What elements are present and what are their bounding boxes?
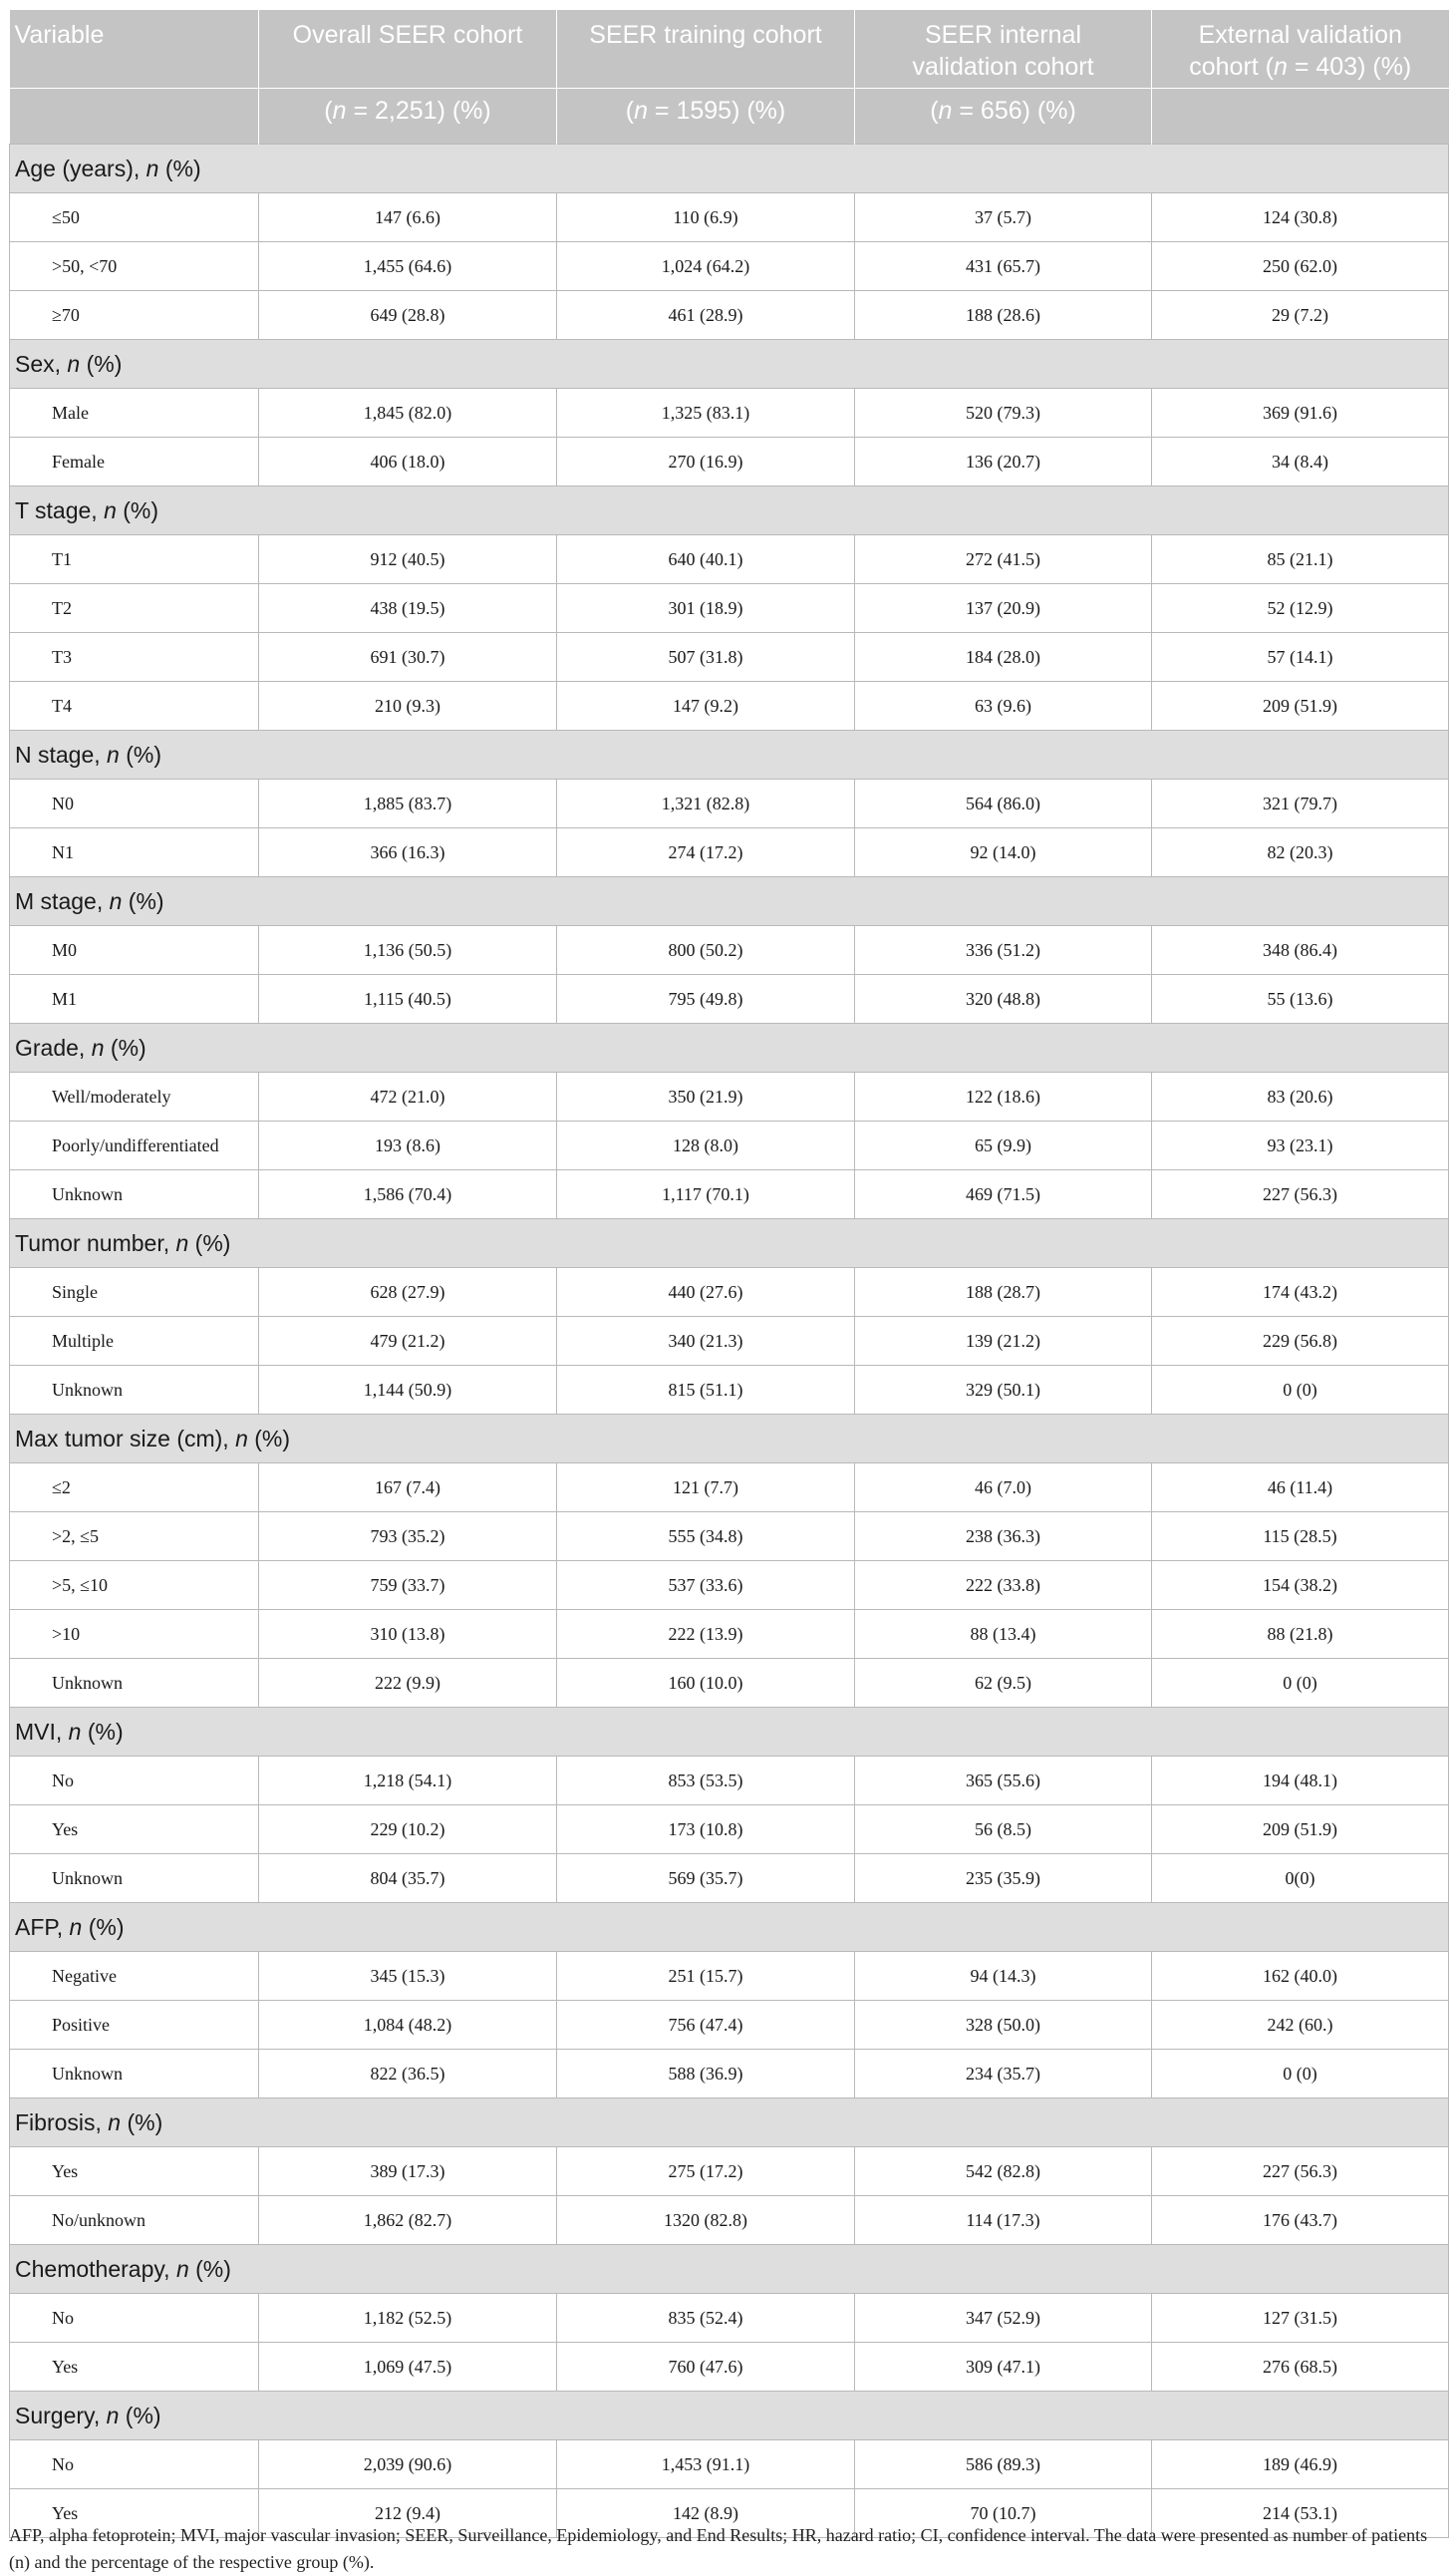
table-cell: 173 (10.8) [557, 1805, 855, 1854]
section-title: AFP, n (%) [10, 1903, 1449, 1952]
table-cell: 366 (16.3) [259, 828, 557, 877]
header-sub-internal-n: (n = 656) (%) [855, 89, 1152, 145]
table-cell: 229 (10.2) [259, 1805, 557, 1854]
table-row [10, 1512, 1449, 1561]
table-cell: 588 (36.9) [557, 2050, 855, 2098]
table-cell: 270 (16.9) [557, 438, 855, 486]
table-cell: 1,586 (70.4) [259, 1170, 557, 1219]
table-cell: 555 (34.8) [557, 1512, 855, 1561]
row-label: No/unknown [10, 2196, 259, 2245]
row-label: N0 [10, 780, 259, 828]
header-overall-seer: Overall SEER cohort [259, 10, 557, 89]
row-label: >50, <70 [10, 242, 259, 291]
table-cell: 1,144 (50.9) [259, 1366, 557, 1415]
table-cell: 369 (91.6) [1152, 389, 1449, 438]
table-cell: 389 (17.3) [259, 2147, 557, 2196]
table-row [10, 584, 1449, 633]
row-label: M0 [10, 926, 259, 975]
table-cell: 82 (20.3) [1152, 828, 1449, 877]
header-sub-training-n: (n = 1595) (%) [557, 89, 855, 145]
table-cell: 136 (20.7) [855, 438, 1152, 486]
table-cell: 1,024 (64.2) [557, 242, 855, 291]
table-body [10, 145, 1449, 2538]
row-label: Unknown [10, 1170, 259, 1219]
row-label: Unknown [10, 1854, 259, 1903]
table-cell: 320 (48.8) [855, 975, 1152, 1024]
table-cell: 184 (28.0) [855, 633, 1152, 682]
section-row [10, 1903, 1449, 1952]
section-row [10, 1415, 1449, 1463]
row-label: Poorly/undifferentiated [10, 1122, 259, 1170]
table-cell: 114 (17.3) [855, 2196, 1152, 2245]
section-row [10, 340, 1449, 389]
table-cell: 212 (9.4) [259, 2489, 557, 2538]
table-cell: 1,182 (52.5) [259, 2294, 557, 2343]
table-row [10, 1170, 1449, 1219]
section-row [10, 877, 1449, 926]
section-title: Age (years), n (%) [10, 145, 1449, 193]
table-row [10, 2343, 1449, 2392]
table-cell: 793 (35.2) [259, 1512, 557, 1561]
table-cell: 142 (8.9) [557, 2489, 855, 2538]
table-cell: 1,455 (64.6) [259, 242, 557, 291]
table-cell: 479 (21.2) [259, 1317, 557, 1366]
table-cell: 121 (7.7) [557, 1463, 855, 1512]
table-row [10, 2050, 1449, 2098]
table-cell: 0 (0) [1152, 1366, 1449, 1415]
header-sub-variable [10, 89, 259, 145]
table-row [10, 1366, 1449, 1415]
table-cell: 1,069 (47.5) [259, 2343, 557, 2392]
row-label: M1 [10, 975, 259, 1024]
row-label: T2 [10, 584, 259, 633]
table-cell: 310 (13.8) [259, 1610, 557, 1659]
row-label: Single [10, 1268, 259, 1317]
table-cell: 34 (8.4) [1152, 438, 1449, 486]
table-cell: 275 (17.2) [557, 2147, 855, 2196]
table-row [10, 2001, 1449, 2050]
table-row [10, 926, 1449, 975]
table-cell: 649 (28.8) [259, 291, 557, 340]
section-row [10, 1024, 1449, 1073]
table-cell: 469 (71.5) [855, 1170, 1152, 1219]
row-label: N1 [10, 828, 259, 877]
table-cell: 348 (86.4) [1152, 926, 1449, 975]
table-row [10, 1317, 1449, 1366]
table-cell: 800 (50.2) [557, 926, 855, 975]
table-row [10, 1561, 1449, 1610]
table-row [10, 975, 1449, 1024]
cohort-characteristics-table [9, 10, 1449, 2538]
table-cell: 229 (56.8) [1152, 1317, 1449, 1366]
table-cell: 1,136 (50.5) [259, 926, 557, 975]
table-cell: 853 (53.5) [557, 1757, 855, 1805]
table-row [10, 2440, 1449, 2489]
table-cell: 347 (52.9) [855, 2294, 1152, 2343]
table-cell: 586 (89.3) [855, 2440, 1152, 2489]
table-row [10, 535, 1449, 584]
table-cell: 815 (51.1) [557, 1366, 855, 1415]
table-cell: 2,039 (90.6) [259, 2440, 557, 2489]
table-cell: 160 (10.0) [557, 1659, 855, 1708]
table-cell: 301 (18.9) [557, 584, 855, 633]
table-cell: 65 (9.9) [855, 1122, 1152, 1170]
table-cell: 167 (7.4) [259, 1463, 557, 1512]
table-cell: 345 (15.3) [259, 1952, 557, 2001]
table-cell: 139 (21.2) [855, 1317, 1152, 1366]
table-cell: 564 (86.0) [855, 780, 1152, 828]
table-cell: 822 (36.5) [259, 2050, 557, 2098]
table-row [10, 780, 1449, 828]
table-row [10, 242, 1449, 291]
table-cell: 431 (65.7) [855, 242, 1152, 291]
header-row-1 [10, 10, 1449, 89]
table-row [10, 2196, 1449, 2245]
table-cell: 55 (13.6) [1152, 975, 1449, 1024]
table-cell: 128 (8.0) [557, 1122, 855, 1170]
table-cell: 147 (6.6) [259, 193, 557, 242]
table-cell: 214 (53.1) [1152, 2489, 1449, 2538]
row-label: Well/moderately [10, 1073, 259, 1122]
table-cell: 365 (55.6) [855, 1757, 1152, 1805]
section-title: Grade, n (%) [10, 1024, 1449, 1073]
table-cell: 189 (46.9) [1152, 2440, 1449, 2489]
header-sub-overall-n: (n = 2,251) (%) [259, 89, 557, 145]
table-cell: 110 (6.9) [557, 193, 855, 242]
row-label: Female [10, 438, 259, 486]
table-cell: 640 (40.1) [557, 535, 855, 584]
table-cell: 85 (21.1) [1152, 535, 1449, 584]
table-cell: 154 (38.2) [1152, 1561, 1449, 1610]
table-cell: 127 (31.5) [1152, 2294, 1449, 2343]
section-row [10, 2245, 1449, 2294]
table-cell: 537 (33.6) [557, 1561, 855, 1610]
row-label: T1 [10, 535, 259, 584]
table-cell: 210 (9.3) [259, 682, 557, 731]
table-cell: 176 (43.7) [1152, 2196, 1449, 2245]
table-cell: 1,115 (40.5) [259, 975, 557, 1024]
table-cell: 272 (41.5) [855, 535, 1152, 584]
header-seer-internal-validation: SEER internal validation cohort [855, 10, 1152, 89]
section-row [10, 731, 1449, 780]
section-title: N stage, n (%) [10, 731, 1449, 780]
table-cell: 1,218 (54.1) [259, 1757, 557, 1805]
section-row [10, 1219, 1449, 1268]
table-cell: 542 (82.8) [855, 2147, 1152, 2196]
table-container [9, 10, 1448, 2538]
table-cell: 835 (52.4) [557, 2294, 855, 2343]
table-cell: 88 (13.4) [855, 1610, 1152, 1659]
section-title: Max tumor size (cm), n (%) [10, 1415, 1449, 1463]
header-row-2 [10, 89, 1449, 145]
table-cell: 174 (43.2) [1152, 1268, 1449, 1317]
table-cell: 1,845 (82.0) [259, 389, 557, 438]
table-cell: 795 (49.8) [557, 975, 855, 1024]
table-cell: 329 (50.1) [855, 1366, 1152, 1415]
table-cell: 1,321 (82.8) [557, 780, 855, 828]
row-label: No [10, 2294, 259, 2343]
table-cell: 321 (79.7) [1152, 780, 1449, 828]
header-seer-training: SEER training cohort [557, 10, 855, 89]
table-cell: 760 (47.6) [557, 2343, 855, 2392]
table-cell: 29 (7.2) [1152, 291, 1449, 340]
table-cell: 440 (27.6) [557, 1268, 855, 1317]
table-cell: 222 (33.8) [855, 1561, 1152, 1610]
section-title: MVI, n (%) [10, 1708, 1449, 1757]
table-row [10, 1757, 1449, 1805]
row-label: Unknown [10, 2050, 259, 2098]
row-label: >2, ≤5 [10, 1512, 259, 1561]
table-row [10, 828, 1449, 877]
table-cell: 147 (9.2) [557, 682, 855, 731]
table-row [10, 1952, 1449, 2001]
table-cell: 461 (28.9) [557, 291, 855, 340]
section-title: Chemotherapy, n (%) [10, 2245, 1449, 2294]
table-cell: 46 (11.4) [1152, 1463, 1449, 1512]
table-cell: 209 (51.9) [1152, 682, 1449, 731]
row-label: >10 [10, 1610, 259, 1659]
table-cell: 70 (10.7) [855, 2489, 1152, 2538]
table-cell: 276 (68.5) [1152, 2343, 1449, 2392]
row-label: ≤2 [10, 1463, 259, 1512]
table-cell: 250 (62.0) [1152, 242, 1449, 291]
table-cell: 227 (56.3) [1152, 1170, 1449, 1219]
table-cell: 569 (35.7) [557, 1854, 855, 1903]
table-cell: 309 (47.1) [855, 2343, 1152, 2392]
table-cell: 57 (14.1) [1152, 633, 1449, 682]
row-label: T3 [10, 633, 259, 682]
section-title: Tumor number, n (%) [10, 1219, 1449, 1268]
section-row [10, 2392, 1449, 2440]
table-cell: 92 (14.0) [855, 828, 1152, 877]
table-cell: 238 (36.3) [855, 1512, 1152, 1561]
section-title: Sex, n (%) [10, 340, 1449, 389]
table-row [10, 389, 1449, 438]
table-header [10, 10, 1449, 145]
table-cell: 234 (35.7) [855, 2050, 1152, 2098]
table-cell: 63 (9.6) [855, 682, 1152, 731]
table-row [10, 1122, 1449, 1170]
table-cell: 46 (7.0) [855, 1463, 1152, 1512]
table-cell: 193 (8.6) [259, 1122, 557, 1170]
header-sub-external [1152, 89, 1449, 145]
table-cell: 406 (18.0) [259, 438, 557, 486]
row-label: ≤50 [10, 193, 259, 242]
section-row [10, 486, 1449, 535]
row-label: No [10, 2440, 259, 2489]
table-row [10, 1463, 1449, 1512]
row-label: Yes [10, 2343, 259, 2392]
table-cell: 162 (40.0) [1152, 1952, 1449, 2001]
row-label: Multiple [10, 1317, 259, 1366]
table-row [10, 2147, 1449, 2196]
table-cell: 209 (51.9) [1152, 1805, 1449, 1854]
table-cell: 1,084 (48.2) [259, 2001, 557, 2050]
table-cell: 507 (31.8) [557, 633, 855, 682]
table-cell: 93 (23.1) [1152, 1122, 1449, 1170]
table-cell: 0 (0) [1152, 1659, 1449, 1708]
table-row [10, 193, 1449, 242]
row-label: Positive [10, 2001, 259, 2050]
table-cell: 0 (0) [1152, 2050, 1449, 2098]
table-cell: 520 (79.3) [855, 389, 1152, 438]
table-row [10, 682, 1449, 731]
table-cell: 691 (30.7) [259, 633, 557, 682]
table-cell: 124 (30.8) [1152, 193, 1449, 242]
row-label: T4 [10, 682, 259, 731]
row-label: No [10, 1757, 259, 1805]
table-cell: 222 (13.9) [557, 1610, 855, 1659]
table-cell: 56 (8.5) [855, 1805, 1152, 1854]
table-cell: 37 (5.7) [855, 193, 1152, 242]
table-cell: 1,325 (83.1) [557, 389, 855, 438]
table-cell: 188 (28.7) [855, 1268, 1152, 1317]
table-footnote: AFP, alpha fetoprotein; MVI, major vascular invasion; SEER, Surveillance, Epidemiology, and End Results; HR, hazard ratio; CI, confidence interval. The data were presented as number of patients (n) and the percentage of the respective group (%). [9, 2525, 1428, 2572]
table-cell: 242 (60.) [1152, 2001, 1449, 2050]
section-title: Fibrosis, n (%) [10, 2098, 1449, 2147]
table-cell: 1320 (82.8) [557, 2196, 855, 2245]
table-row [10, 2294, 1449, 2343]
table-cell: 194 (48.1) [1152, 1757, 1449, 1805]
table-row [10, 1805, 1449, 1854]
table-cell: 222 (9.9) [259, 1659, 557, 1708]
table-row [10, 1659, 1449, 1708]
table-cell: 472 (21.0) [259, 1073, 557, 1122]
section-title: M stage, n (%) [10, 877, 1449, 926]
table-cell: 235 (35.9) [855, 1854, 1152, 1903]
table-row [10, 1268, 1449, 1317]
table-cell: 274 (17.2) [557, 828, 855, 877]
row-label: Male [10, 389, 259, 438]
row-label: Unknown [10, 1659, 259, 1708]
row-label: >5, ≤10 [10, 1561, 259, 1610]
table-cell: 83 (20.6) [1152, 1073, 1449, 1122]
row-label: Yes [10, 1805, 259, 1854]
table-row [10, 1610, 1449, 1659]
table-cell: 912 (40.5) [259, 535, 557, 584]
section-row [10, 2098, 1449, 2147]
table-cell: 759 (33.7) [259, 1561, 557, 1610]
header-variable: Variable [10, 10, 259, 89]
table-cell: 438 (19.5) [259, 584, 557, 633]
table-cell: 1,453 (91.1) [557, 2440, 855, 2489]
table-row [10, 438, 1449, 486]
section-title: T stage, n (%) [10, 486, 1449, 535]
table-cell: 328 (50.0) [855, 2001, 1152, 2050]
table-cell: 628 (27.9) [259, 1268, 557, 1317]
table-cell: 350 (21.9) [557, 1073, 855, 1122]
table-cell: 122 (18.6) [855, 1073, 1152, 1122]
table-cell: 1,117 (70.1) [557, 1170, 855, 1219]
row-label: Yes [10, 2489, 259, 2538]
table-row [10, 1073, 1449, 1122]
row-label: ≥70 [10, 291, 259, 340]
section-row [10, 145, 1449, 193]
table-cell: 227 (56.3) [1152, 2147, 1449, 2196]
table-cell: 94 (14.3) [855, 1952, 1152, 2001]
row-label: Yes [10, 2147, 259, 2196]
row-label: Negative [10, 1952, 259, 2001]
table-cell: 340 (21.3) [557, 1317, 855, 1366]
table-cell: 62 (9.5) [855, 1659, 1152, 1708]
table-cell: 1,862 (82.7) [259, 2196, 557, 2245]
section-row [10, 1708, 1449, 1757]
table-row [10, 633, 1449, 682]
table-row [10, 291, 1449, 340]
section-title: Surgery, n (%) [10, 2392, 1449, 2440]
table-cell: 251 (15.7) [557, 1952, 855, 2001]
table-cell: 1,885 (83.7) [259, 780, 557, 828]
table-cell: 0(0) [1152, 1854, 1449, 1903]
table-cell: 88 (21.8) [1152, 1610, 1449, 1659]
table-row [10, 1854, 1449, 1903]
table-cell: 137 (20.9) [855, 584, 1152, 633]
table-cell: 804 (35.7) [259, 1854, 557, 1903]
table-cell: 756 (47.4) [557, 2001, 855, 2050]
row-label: Unknown [10, 1366, 259, 1415]
header-external-validation: External validation cohort (n = 403) (%) [1152, 10, 1449, 89]
table-cell: 52 (12.9) [1152, 584, 1449, 633]
table-cell: 188 (28.6) [855, 291, 1152, 340]
table-cell: 115 (28.5) [1152, 1512, 1449, 1561]
table-cell: 336 (51.2) [855, 926, 1152, 975]
